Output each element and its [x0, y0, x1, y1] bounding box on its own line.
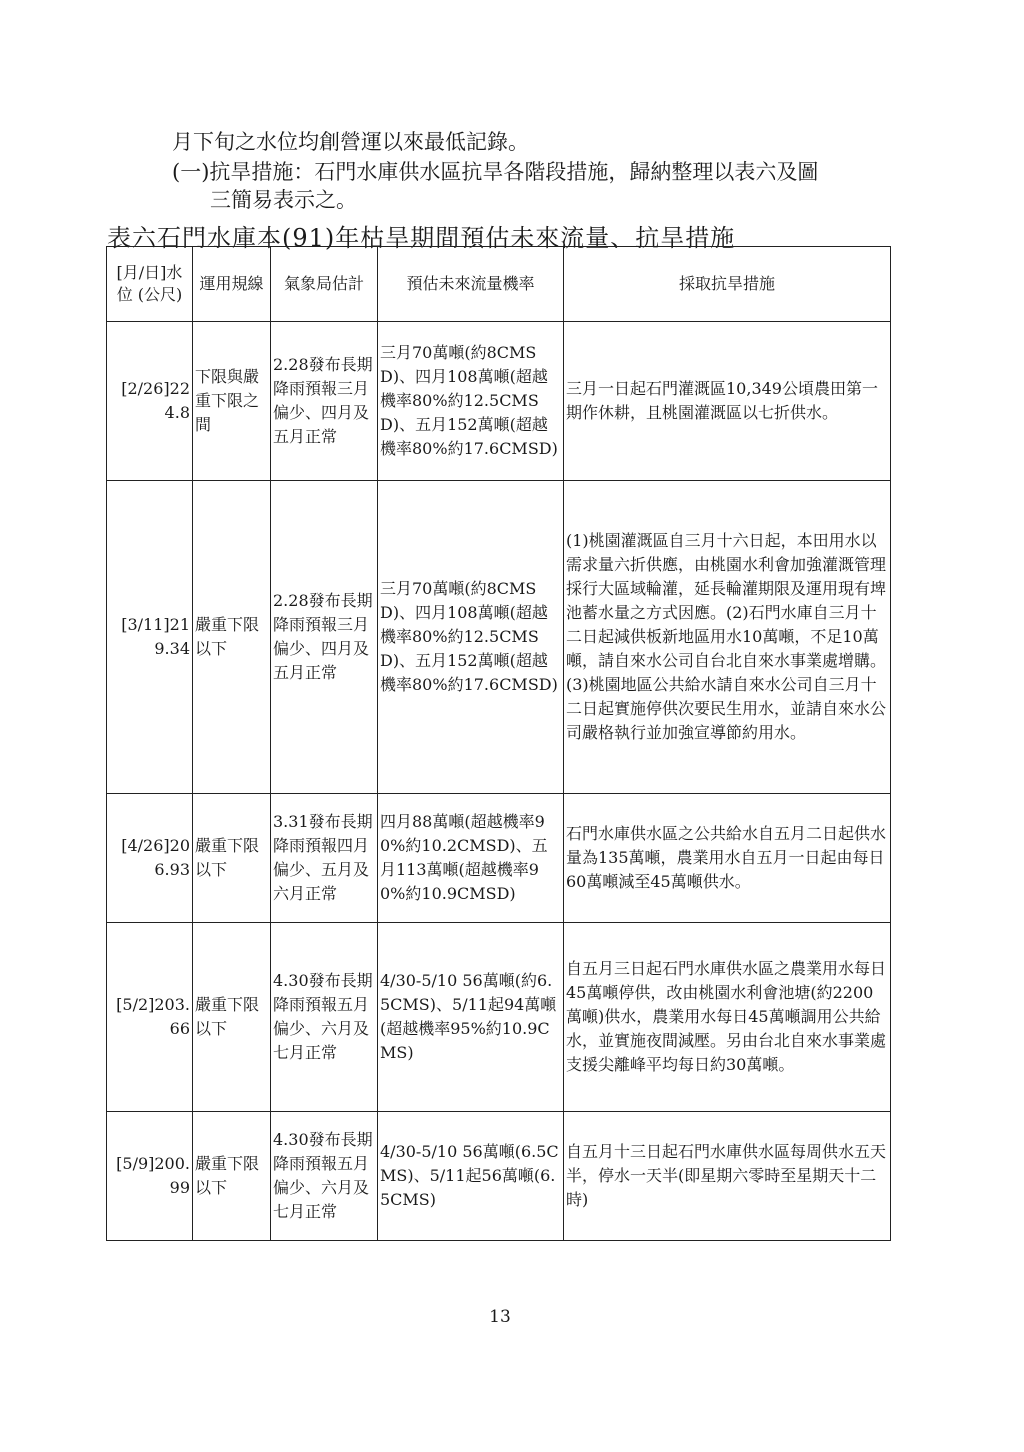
- table-header-row: [107, 247, 891, 322]
- cell-level: [5/2]203.66: [107, 923, 193, 1112]
- table-row: [107, 322, 891, 481]
- cell-weather: 2.28發布長期降雨預報三月偏少、四月及五月正常: [271, 481, 378, 794]
- cell-rule: 嚴重下限以下: [193, 1112, 271, 1241]
- cell-flow: 四月88萬噸(超越機率90%約10.2CMSD)、五月113萬噸(超越機率90%約10.9CMSD): [378, 794, 564, 923]
- cell-rule: 嚴重下限以下: [193, 481, 271, 794]
- header-weather: 氣象局估計: [271, 247, 378, 322]
- table-row: [107, 923, 891, 1112]
- cell-flow: 4/30-5/10 56萬噸(6.5CMS)、5/11起56萬噸(6.5CMS): [378, 1112, 564, 1241]
- paragraph-line-3: 三簡易表示之。: [210, 188, 357, 212]
- cell-measures: 自五月三日起石門水庫供水區之農業用水每日45萬噸停供，改由桃園水利會池塘(約2200萬噸)供水，農業用水每日45萬噸調用公共給水，並實施夜間減壓。另由台北自來水事業處支援尖離峰平均每日約30萬噸。: [564, 923, 891, 1112]
- cell-level: [5/9]200.99: [107, 1112, 193, 1241]
- table-caption: 表六石門水庫本(91)年枯旱期間預估未來流量、抗旱措施: [107, 224, 736, 252]
- header-measures: 採取抗旱措施: [564, 247, 891, 322]
- table-row: [107, 481, 891, 794]
- paragraph-line-2: (一)抗旱措施：石門水庫供水區抗旱各階段措施，歸納整理以表六及圖: [172, 160, 819, 184]
- cell-measures: 石門水庫供水區之公共給水自五月二日起供水量為135萬噸，農業用水自五月一日起由每日60萬噸減至45萬噸供水。: [564, 794, 891, 923]
- page-number: 13: [489, 1307, 511, 1327]
- header-flow: 預估未來流量機率: [378, 247, 564, 322]
- cell-flow: 三月70萬噸(約8CMSD)、四月108萬噸(超越機率80%約12.5CMSD)、五月152萬噸(超越機率80%約17.6CMSD): [378, 322, 564, 481]
- cell-rule: 嚴重下限以下: [193, 923, 271, 1112]
- cell-weather: 3.31發布長期降雨預報四月偏少、五月及六月正常: [271, 794, 378, 923]
- cell-level: [2/26]224.8: [107, 322, 193, 481]
- drought-measures-table: [106, 246, 891, 1241]
- cell-rule: 嚴重下限以下: [193, 794, 271, 923]
- cell-weather: 4.30發布長期降雨預報五月偏少、六月及七月正常: [271, 923, 378, 1112]
- table-row: [107, 1112, 891, 1241]
- cell-weather: 2.28發布長期降雨預報三月偏少、四月及五月正常: [271, 322, 378, 481]
- cell-flow: 三月70萬噸(約8CMSD)、四月108萬噸(超越機率80%約12.5CMSD)、五月152萬噸(超越機率80%約17.6CMSD): [378, 481, 564, 794]
- cell-level: [4/26]206.93: [107, 794, 193, 923]
- cell-measures: 三月一日起石門灌溉區10,349公頃農田第一期作休耕，且桃園灌溉區以七折供水。: [564, 322, 891, 481]
- paragraph-line-1: 月下旬之水位均創營運以來最低記錄。: [172, 130, 529, 154]
- cell-flow: 4/30-5/10 56萬噸(約6.5CMS)、5/11起94萬噸(超越機率95%約10.9CMS): [378, 923, 564, 1112]
- header-level: [月/日]水位 (公尺): [107, 247, 193, 322]
- cell-weather: 4.30發布長期降雨預報五月偏少、六月及七月正常: [271, 1112, 378, 1241]
- cell-measures: 自五月十三日起石門水庫供水區每周供水五天半，停水一天半(即星期六零時至星期天十二時): [564, 1112, 891, 1241]
- cell-level: [3/11]219.34: [107, 481, 193, 794]
- header-rule: 運用規線: [193, 247, 271, 322]
- table-row: [107, 794, 891, 923]
- cell-measures: (1)桃園灌溉區自三月十六日起，本田用水以需求量六折供應，由桃園水利會加強灌溉管理採行大區域輪灌，延長輪灌期限及運用現有埤池蓄水量之方式因應。(2)石門水庫自三月十二日起減供板新地區用水10萬噸，不足10萬噸，請自來水公司自台北自來水事業處增購。(3)桃園地區公共給水請自來水公司自三月十二日起實施停供次要民生用水，並請自來水公司嚴格執行並加強宣導節約用水。: [564, 481, 891, 794]
- cell-rule: 下限與嚴重下限之間: [193, 322, 271, 481]
